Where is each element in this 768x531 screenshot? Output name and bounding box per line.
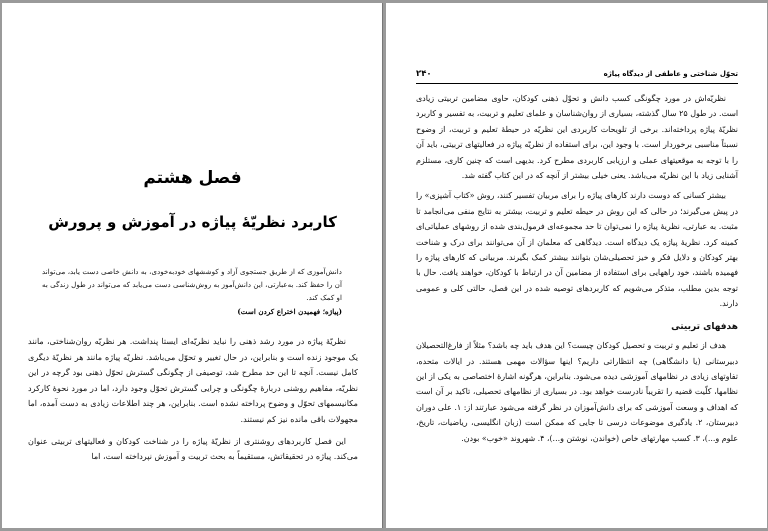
paragraph: بیشتر کسانی که دوست دارند کارهای پیاژه را برای مربیان تفسیر کنند، روش «کتاب آشپزی» را در پیش می‌گیرند؛ در حالی که این روش در حیطه تعلیم و تربیت، بیشتر به نتایج منفی می‌انجامد تا مثبت. به عبارتی، نظریهٔ پیاژه را نمی‌توان تا حد مجموعه‌ای فرمول‌بندی شده از روشهای عملیاتی‌ای کمینه کرد. نظریهٔ پیاژه یک دیدگاه است. دیدگاهی که معلمان از آن می‌توانند برای درک و شناخت بهتر کودکان و دلایل فکر و خیز تحصیلی‌شان بتوانند بیشتر کمک بگیرند. مربیانی که کارهای پیاژه را فهمیده باشند، خود راههایی برای استفاده از مضامین آن در ارتباط با کودکان، خواهند یافت. حال با توجه بدین مطلب، متذکر می‌شویم که کاربردهای توصیه شده در این فصل، حالتی کلی و عمومی دارند. — [416, 191, 738, 309]
paragraph: نظریّهٔ پیاژه در مورد رشد ذهنی را نباید نظریّه‌ای ایستا پنداشت. هر نظریّه روان‌شناختی، مانند یک موجود زنده است و بنابراین، در حال تغییر و تحوّل می‌باشد. نظریّه پیاژه مانند هر نظریّهٔ دیگری کامل نیست. آنچه تا این حد مطرح شد، توصیفی از چگونگی گسترش تحوّل ذهنی بود گرچه در این نظریّه، مفاهیم روشنی دربارهٔ چگونگی و چرایی گسترش تحوّل وجود دارد، اما در مورد نحوهٔ کارکرد مکانیسمهای تحوّل و وضوح پرداخته نشده است. بنابراین، هر چند اطلاعات زیادی به دست آمده، اما مجهولات باقی مانده نیز کم نیستند. — [28, 336, 358, 424]
chapter-title: فصل هشتم — [143, 168, 242, 188]
left-page — [2, 3, 383, 528]
paragraph: نظریّه‌اش در مورد چگونگی کسب دانش و تحوّل ذهنی کودکان، حاوی مضامین تربیتی زیادی است. در طول ۲۵ سال گذشته، بسیاری از روان‌شناسان و علمای تعلیم و تربیت، به تفسیر و کاربرد نظریّهٔ پیاژه پرداخته‌اند. برخی از تلویحات کاربردی این نظریّه در حیطهٔ تعلیم و تربیت، از وضوح نسبتاً مناسبی برخوردار است. با وجود این، برای استفاده از نظریّه پیاژه در فعالیتهای تربیتی، باید آن را با توجه به موقعیتهای عملی و ارزیابی کاربردی مطرح کرد. بدیهی است که چنین کاری، مستلزم آشنایی زیاد با این نظریّه می‌باشد. یعنی خیلی بیشتر از آنچه که در این کتاب گفته شد. — [416, 94, 739, 181]
right-page — [386, 3, 767, 528]
epigraph-source: (پیاژه؛ فهمیدن اختراع کردن است) — [237, 307, 342, 316]
left-body-text — [28, 334, 358, 471]
chapter-subtitle: کاربرد نظریّهٔ پیاژه در آموزش و پرورش — [48, 213, 337, 231]
running-header — [416, 69, 738, 84]
paragraph: هدف از تعلیم و تربیت و تحصیل کودکان چیست؟ این هدف باید چه باشد؟ مثلاً از فارغ‌التحصیلان دبیرستانی (یا دانشگاهی) چه انتظاراتی داریم؟ اینها سؤالات مهمی هستند. در ایالات متحده، تفاوتهای زیادی در نظامهای آموزشی دیده می‌شود. بنابراین، هرگونه اشارهٔ اختصاصی به یکی از این نظامها، کلّیت قضیه را تقریباً نادرست خواهد بود. در بسیاری از نظامهای تحصیلی، تاکید بر آن است که اهداف و وسعت آموزشی که برای دانش‌آموزان در نظر گرفته می‌شود عبارتند از: ۱. علی دوران دبیرستان، ۲. یادگیری موضوعات درسی تا جایی که ممکن است (زبان انگلیسی، ریاضیات، تاریخ، علوم و...)، ۳. کسب مهارتهای خاص (خواندن، نوشتن و...)، ۴. شهروند «خوب» بودن. — [416, 341, 738, 443]
running-header-title: تحوّل شناختی و عاطفی از دیدگاه پیاژه — [603, 70, 738, 78]
right-body-text — [416, 91, 738, 451]
paragraph: این فصل کاربردهای روشنتری از نظریّهٔ پیاژه را در شناخت کودکان و فعالیتهای تربیتی عنوان می‌کند. پیاژه در تحقیقاتش، مستقیماً به بحث تربیت و آموزش نپرداخته است، اما — [28, 435, 358, 462]
page-number: ۲۴۰ — [416, 69, 432, 79]
epigraph: دانش‌آموزی که از طریق جستجوی آزاد و کوششهای خودبه‌خودی، به دانش خاصی دست یابد، می‌تواند آن را حفظ کند. به‌عبارتی، این دانش‌آموز به روش‌شناسی دست می‌یابد که می‌تواند در طول زندگی به او کمک کند. — [42, 267, 342, 302]
section-heading: هدفهای تربیتی — [671, 321, 738, 332]
